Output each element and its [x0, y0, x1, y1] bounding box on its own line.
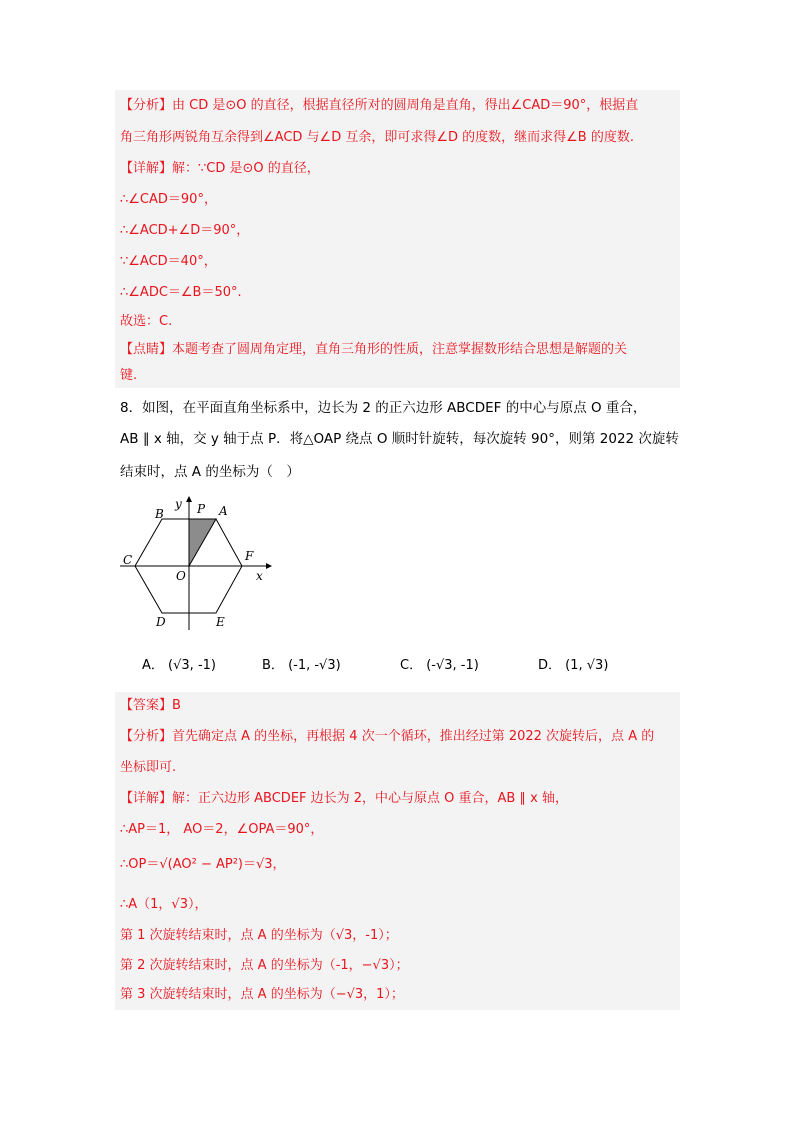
label-y: y: [175, 497, 182, 511]
line-text: 解：正六边形 ABCDEF 边长为 2，中心与原点 O 重合，AB ∥ x 轴，: [172, 791, 568, 806]
detail-line: [120, 895, 208, 915]
x-axis-arrow: [266, 563, 272, 569]
detail-line: [120, 190, 217, 210]
line-text: 首先确定点 A 的坐标，再根据 4 次一个循环，推出经过第 2022 次旋转后，点 A 的: [172, 729, 655, 744]
line-text: ∴A（1，√3），: [120, 897, 208, 912]
option-b[interactable]: [262, 654, 341, 678]
label-c: C: [123, 553, 133, 567]
section-tag: 【答案】: [120, 698, 173, 713]
question-line-3: 结束时，点 A 的坐标为（ ）: [120, 464, 300, 480]
option-value: (1, √3): [565, 658, 609, 673]
label-p: P: [197, 502, 206, 516]
line-text: ∴∠CAD＝90°，: [120, 192, 217, 207]
label-f: F: [245, 549, 254, 563]
detail-line: [120, 283, 242, 303]
line-text: 第 2 次旋转结束时，点 A 的坐标为（-1，−√3）；: [120, 958, 409, 973]
comment-line: [120, 366, 137, 386]
line-text: ∴OP＝√(AO² − AP²)＝√3，: [120, 857, 286, 872]
detail-line: [120, 820, 323, 840]
question-line-2: AB ∥ x 轴，交 y 轴于点 P．将△OAP 绕点 O 顺时针旋转，每次旋转 90°，则第 2022 次旋转: [120, 431, 679, 447]
question-line-1: 8．如图，在平面直角坐标系中，边长为 2 的正六边形 ABCDEF 的中心与原点 O 重合，: [120, 400, 647, 416]
hexagon-figure: [118, 488, 278, 633]
detail-line: [120, 855, 286, 875]
option-a[interactable]: [142, 654, 216, 678]
comment-line: [120, 340, 627, 360]
line-text: B: [172, 698, 181, 713]
option-value: (-1, -√3): [288, 658, 341, 673]
detail-line: [120, 221, 249, 241]
line-text: 第 3 次旋转结束时，点 A 的坐标为（−√3，1）；: [120, 987, 404, 1002]
line-text: 故选：C.: [120, 314, 173, 329]
line-text: ∵∠ACD＝40°，: [120, 254, 217, 269]
section-tag: 【详解】: [120, 161, 173, 176]
analysis-block-1: [115, 90, 680, 388]
detail-line: [120, 789, 568, 809]
line-text: 第 1 次旋转结束时，点 A 的坐标为（√3，-1）；: [120, 928, 398, 943]
line-text: ∴AP＝1， AO＝2，∠OPA＝90°，: [120, 822, 324, 837]
y-axis-arrow: [186, 496, 192, 502]
option-value: (√3, -1): [168, 658, 216, 673]
line-text: 由 CD 是⊙O 的直径，根据直径所对的圆周角是直角，得出∠CAD＝90°，根据直: [172, 98, 639, 113]
line-text: 本题考查了圆周角定理，直角三角形的性质，注意掌握数形结合思想是解题的关: [172, 342, 628, 357]
label-o: O: [176, 569, 186, 583]
line-text: ∴∠ACD+∠D＝90°，: [120, 223, 250, 238]
section-tag: 【分析】: [120, 729, 173, 744]
solution-block: [115, 692, 680, 1010]
option-label: C．: [400, 658, 423, 673]
option-label: D．: [538, 658, 562, 673]
answer-line: [120, 696, 181, 716]
section-tag: 【分析】: [120, 98, 173, 113]
analysis-line: [120, 758, 176, 778]
answer-choice-line: [120, 312, 172, 332]
line-text: 角三角形两锐角互余得到∠ACD 与∠D 互余，即可求得∠D 的度数，继而求得∠B 的度数.: [120, 130, 634, 145]
shaded-triangle-opa: [189, 519, 216, 566]
section-tag: 【详解】: [120, 791, 173, 806]
option-d[interactable]: [538, 654, 608, 678]
line-text: 解：∵CD 是⊙O 的直径，: [172, 161, 320, 176]
label-x: x: [256, 569, 263, 583]
rotation-line: [120, 926, 398, 946]
label-b: B: [155, 507, 164, 521]
section-tag: 【点睛】: [120, 342, 173, 357]
rotation-line: [120, 956, 409, 976]
label-e: E: [216, 615, 225, 629]
analysis-line: [120, 96, 638, 116]
label-a: A: [219, 504, 228, 518]
line-text: ∴∠ADC＝∠B＝50°.: [120, 285, 242, 300]
label-d: D: [156, 615, 166, 629]
option-label: A．: [142, 658, 164, 673]
line-text: 键.: [120, 368, 138, 383]
option-value: (-√3, -1): [426, 658, 479, 673]
rotation-line: [120, 985, 404, 1005]
answer-options: [142, 654, 682, 678]
line-text: 坐标即可.: [120, 760, 177, 775]
detail-line: [120, 252, 217, 272]
analysis-line: [120, 727, 654, 747]
detail-line: [120, 159, 320, 179]
analysis-line: [120, 128, 634, 148]
option-label: B．: [262, 658, 284, 673]
option-c[interactable]: [400, 654, 479, 678]
